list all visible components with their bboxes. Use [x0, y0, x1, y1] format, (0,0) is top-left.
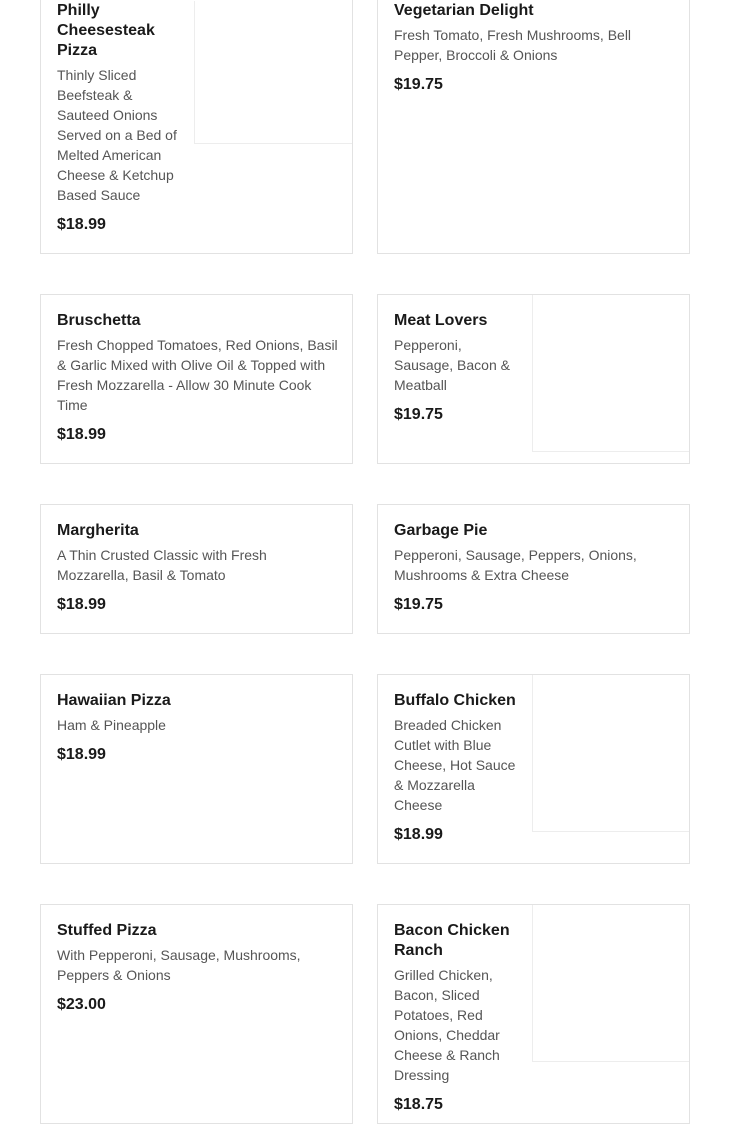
- item-name: Margherita: [57, 522, 139, 539]
- menu-item-card[interactable]: [40, 904, 353, 1124]
- item-description: Breaded Chicken Cutlet with Blue Cheese, Hot Sauce & Mozzarella Cheese: [394, 717, 516, 813]
- item-price: $18.75: [394, 1096, 443, 1113]
- menu-item-card[interactable]: [377, 904, 690, 1124]
- item-price: $19.75: [394, 596, 443, 613]
- menu-item-card[interactable]: [377, 674, 690, 864]
- item-name: Meat Lovers: [394, 312, 488, 329]
- menu-item-card[interactable]: [40, 294, 353, 464]
- item-name: Philly Cheesesteak Pizza: [57, 2, 155, 59]
- item-price: $19.75: [394, 406, 443, 423]
- item-price: $19.75: [394, 76, 443, 93]
- item-price: $18.99: [57, 596, 106, 613]
- menu-item-card[interactable]: [377, 294, 690, 464]
- item-name: Stuffed Pizza: [57, 922, 157, 939]
- item-image-placeholder: [532, 675, 689, 832]
- item-description: A Thin Crusted Classic with Fresh Mozzarella, Basil & Tomato: [57, 547, 267, 583]
- item-name: Buffalo Chicken: [394, 692, 516, 709]
- item-price: $18.99: [57, 426, 106, 443]
- item-name: Garbage Pie: [394, 522, 488, 539]
- item-name: Hawaiian Pizza: [57, 692, 171, 709]
- item-image-placeholder: [194, 1, 352, 144]
- item-description: Grilled Chicken, Bacon, Sliced Potatoes, Red Onions, Cheddar Cheese & Ranch Dressing: [394, 967, 500, 1083]
- menu-item-card[interactable]: [377, 504, 690, 634]
- item-price: $18.99: [57, 746, 106, 763]
- item-description: Pepperoni, Sausage, Bacon & Meatball: [394, 337, 510, 393]
- item-name: Bruschetta: [57, 312, 141, 329]
- item-description: Fresh Tomato, Fresh Mushrooms, Bell Pepper, Broccoli & Onions: [394, 27, 632, 63]
- item-name: Vegetarian Delight: [394, 2, 534, 19]
- menu-item-card[interactable]: [377, 0, 690, 254]
- item-price: $23.00: [57, 996, 106, 1013]
- menu-item-card[interactable]: [40, 0, 353, 254]
- item-description: With Pepperoni, Sausage, Mushrooms, Peppers & Onions: [57, 947, 301, 983]
- item-description: Fresh Chopped Tomatoes, Red Onions, Basil & Garlic Mixed with Olive Oil & Topped with Fresh Mozzarella - Allow 30 Minute Cook Time: [57, 337, 338, 413]
- menu-item-card[interactable]: [40, 504, 353, 634]
- item-name: Bacon Chicken Ranch: [394, 922, 510, 959]
- item-price: $18.99: [394, 826, 443, 843]
- item-description: Thinly Sliced Beefsteak & Sauteed Onions Served on a Bed of Melted American Cheese & Ketchup Based Sauce: [57, 67, 177, 203]
- item-description: Pepperoni, Sausage, Peppers, Onions, Mushrooms & Extra Cheese: [394, 547, 637, 583]
- item-description: Ham & Pineapple: [57, 717, 166, 733]
- item-image-placeholder: [532, 905, 689, 1062]
- menu-item-card[interactable]: [40, 674, 353, 864]
- item-image-placeholder: [532, 295, 689, 452]
- item-price: $18.99: [57, 216, 106, 233]
